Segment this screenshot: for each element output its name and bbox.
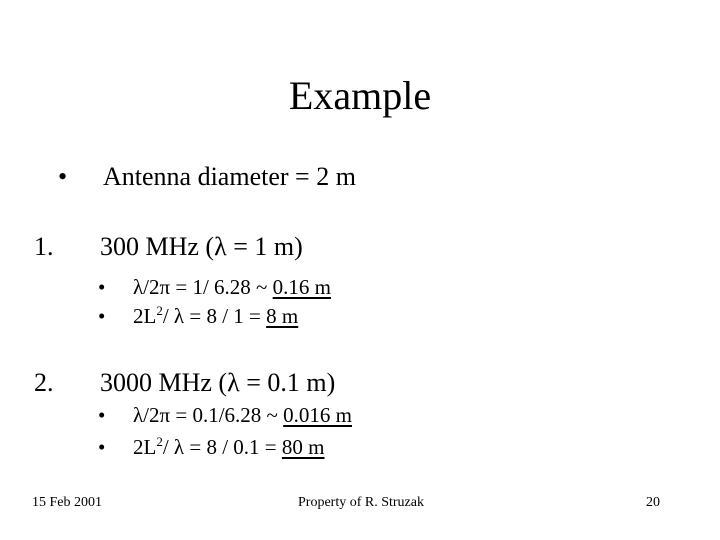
sub-bullet-symbol: • — [98, 275, 106, 299]
item-1-sub-1-result: 0.16 m — [272, 275, 332, 299]
footer-page-number: 20 — [646, 495, 660, 510]
footer-date: 15 Feb 2001 — [32, 495, 102, 510]
item-1-number: 1. — [34, 232, 54, 261]
sub-bullet-symbol: • — [98, 435, 106, 459]
sub-bullet-symbol: • — [98, 304, 106, 328]
item-2-sub-2-text-b: / λ = 8 / 0.1 = — [162, 435, 282, 459]
item-2-number: 2. — [34, 368, 54, 397]
item-2-sub-2 — [133, 434, 324, 460]
sub-bullet-symbol: • — [98, 403, 106, 427]
item-2-heading: 3000 MHz (λ = 0.1 m) — [100, 368, 336, 397]
item-1-heading: 300 MHz (λ = 1 m) — [100, 232, 303, 261]
item-2-sub-2-text-a: 2L — [133, 435, 157, 459]
item-2-sub-1-result: 0.016 m — [283, 403, 353, 427]
item-1-sub-2-result: 8 m — [266, 304, 299, 328]
item-2-sub-2-superscript: 2 — [156, 434, 163, 449]
item-1-sub-2 — [133, 303, 298, 329]
bullet-symbol: • — [58, 162, 68, 191]
item-2-sub-1 — [133, 402, 352, 428]
item-1-sub-2-text-b: / λ = 8 / 1 = — [162, 304, 267, 328]
item-1-sub-2-superscript: 2 — [156, 303, 163, 318]
item-1-sub-1-text: λ/2π = 1/ 6.28 ~ — [133, 275, 273, 299]
item-1-sub-1 — [133, 274, 331, 300]
slide-title: Example — [288, 73, 432, 118]
item-2-sub-1-text: λ/2π = 0.1/6.28 ~ — [133, 403, 284, 427]
item-1-sub-2-text-a: 2L — [133, 304, 157, 328]
footer-author: Property of R. Struzak — [298, 495, 424, 510]
main-bullet-text: Antenna diameter = 2 m — [103, 162, 356, 191]
item-2-sub-2-result: 80 m — [281, 435, 325, 459]
